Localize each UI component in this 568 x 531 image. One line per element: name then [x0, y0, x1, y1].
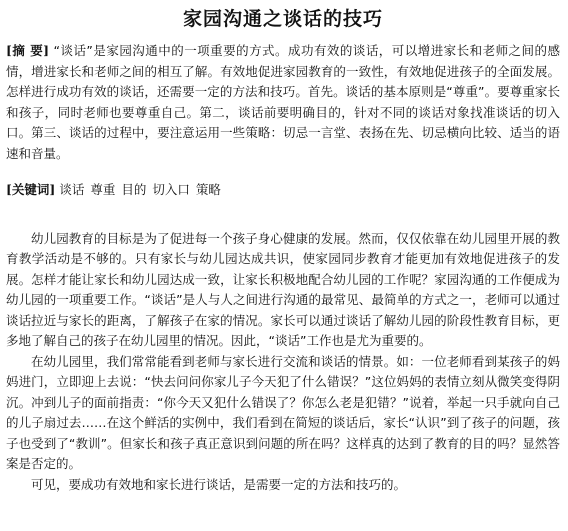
keyword: 切入口 [152, 182, 190, 197]
spacer [6, 164, 560, 180]
abstract-paragraph [6, 41, 560, 164]
keyword: 尊重 [90, 182, 116, 197]
keyword: 目的 [121, 182, 147, 197]
spacer [6, 201, 560, 215]
body-paragraph: 在幼儿园里，我们常常能看到老师与家长进行交流和谈话的情景。如：一位老师看到某孩子的妈妈进门，立即迎上去说：“快去问问你家儿子今天犯了什么错误？”这位妈妈的表情立刻从微笑变得阴沉。冲到儿子的面前指责：“你今天又犯什么错误了？你怎么老是犯错？”说着，举起一只手就向自己的儿子扇过去……在这个鲜活的实例中，我们看到在简短的谈话后，家长“认识”到了孩子的问题，孩子也受到了“教训”。但家长和孩子真正意识到问题的所在吗？这样真的达到了教育的目的吗？显然答案是否定的。 [6, 353, 560, 471]
keyword: 策略 [195, 182, 221, 197]
body-paragraph: 可见，要成功有效地和家长进行谈话，是需要一定的方法和技巧的。 [31, 476, 407, 492]
spacer [6, 215, 560, 229]
abstract-text: “谈话”是家园沟通中的一项重要的方式。成功有效的谈话，可以增进家长和老师之间的感情，增进家长和老师之间的相互了解。有效地促进家园教育的一致性，有效地促进孩子的全面发展。怎样进行成功有效的谈话，还需要一定的方法和技巧。首先。谈话的基本原则是“尊重”。要尊重家长和孩子，同时老师也要尊重自己。第二，谈话前要明确目的，针对不同的谈话对象找准谈话的切入口。第三、谈话的过程中，要注意运用一些策略：切忌一言堂、表扬在先、切忌横向比较、适当的语速和音量。 [6, 43, 560, 161]
keywords-label: [关键词] [6, 182, 56, 197]
body-paragraph: 幼儿园教育的目标是为了促进每一个孩子身心健康的发展。然而，仅仅依靠在幼儿园里开展的教育教学活动是不够的。只有家长与幼儿园达成共识，使家园同步教育才能更加有效地促进孩子的发展。怎样才能让家长和幼儿园达成一致，让家长积极地配合幼儿园的工作呢？家园沟通的工作便成为幼儿园的一项重要工作。“谈话”是人与人之间进行沟通的最常见、最简单的方式之一，老师可以通过谈话拉近与家长的距离，了解孩子在家的情况。家长可以通过谈话了解幼儿园的阶段性教育目标，更多地了解自己的孩子在幼儿园里的情况。因此，“谈话”工作也是尤为重要的。 [6, 230, 560, 348]
article-title: 家园沟通之谈话的技巧 [182, 8, 383, 30]
keyword: 谈话 [59, 182, 85, 197]
keywords-paragraph [6, 180, 560, 201]
abstract-label: [摘 要] [6, 43, 50, 58]
